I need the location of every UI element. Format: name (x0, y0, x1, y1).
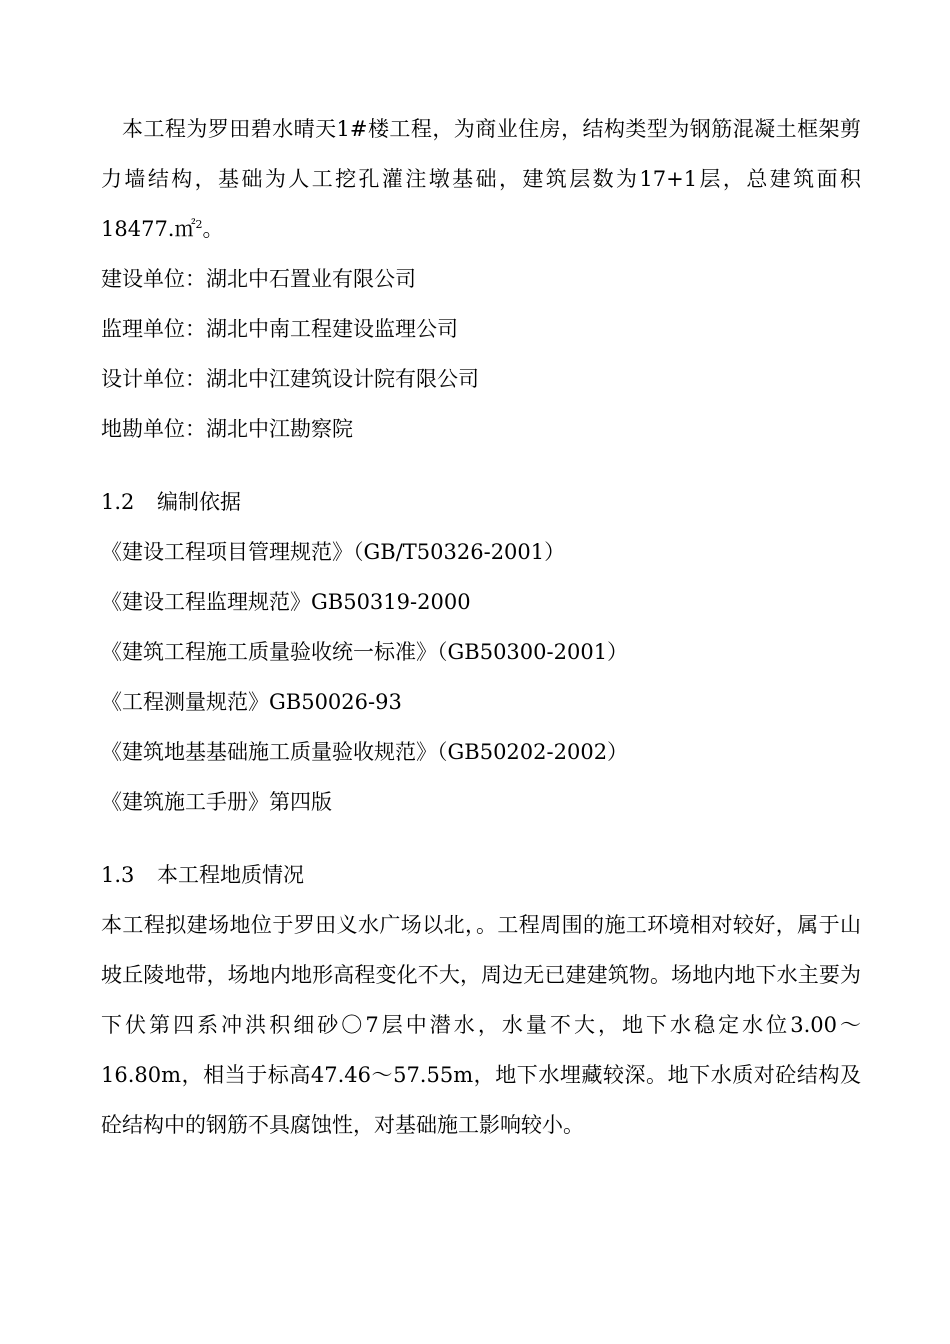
reference-item: 《建设工程监理规范》GB50319-2000 (101, 590, 471, 614)
section-1-2-heading (101, 477, 861, 527)
reference-item: 《建筑地基基础施工质量验收规范》（GB50202-2002） (101, 740, 629, 764)
reference-item: 《建设工程项目管理规范》（GB/T50326-2001） (101, 540, 566, 564)
section-1-3-number: 1.3 (101, 863, 135, 887)
project-overview-paragraph (101, 104, 861, 254)
section-1-2-number: 1.2 (101, 490, 135, 514)
project-overview-text: 本工程为罗田碧水晴天1#楼工程，为商业住房，结构类型为钢筋混凝土框架剪力墙结构，基础为人工挖孔灌注墩基础，建筑层数为17+1层，总建筑面积18477.㎡ (101, 117, 861, 241)
document-page (101, 104, 861, 1150)
survey-unit: 地勘单位：湖北中江勘察院 (101, 417, 353, 441)
reference-item: 《建筑工程施工质量验收统一标准》（GB50300-2001） (101, 640, 629, 664)
supervision-unit: 监理单位：湖北中南工程建设监理公司 (101, 317, 458, 341)
section-1-3-heading (101, 850, 861, 900)
geology-paragraph: 本工程拟建场地位于罗田义水广场以北，。工程周围的施工环境相对较好，属于山坡丘陵地带，场地内地形高程变化不大，周边无已建建筑物。场地内地下水主要为下伏第四系冲洪积细砂〇7层中潜水，水量不大，地下水稳定水位3.00～16.80m，相当于标高47.46～57.55m，地下水埋藏较深。地下水质对砼结构及砼结构中的钢筋不具腐蚀性，对基础施工影响较小。 (101, 913, 861, 1137)
construction-unit: 建设单位：湖北中石置业有限公司 (101, 267, 416, 291)
reference-item: 《建筑施工手册》第四版 (101, 790, 332, 814)
section-1-2-title: 编制依据 (157, 490, 241, 514)
reference-item: 《工程测量规范》GB50026-93 (101, 690, 402, 714)
section-1-3-title: 本工程地质情况 (157, 863, 304, 887)
design-unit: 设计单位：湖北中江建筑设计院有限公司 (101, 367, 479, 391)
area-unit-superscript: 2 (195, 218, 203, 231)
project-overview-end: 。 (202, 217, 224, 241)
